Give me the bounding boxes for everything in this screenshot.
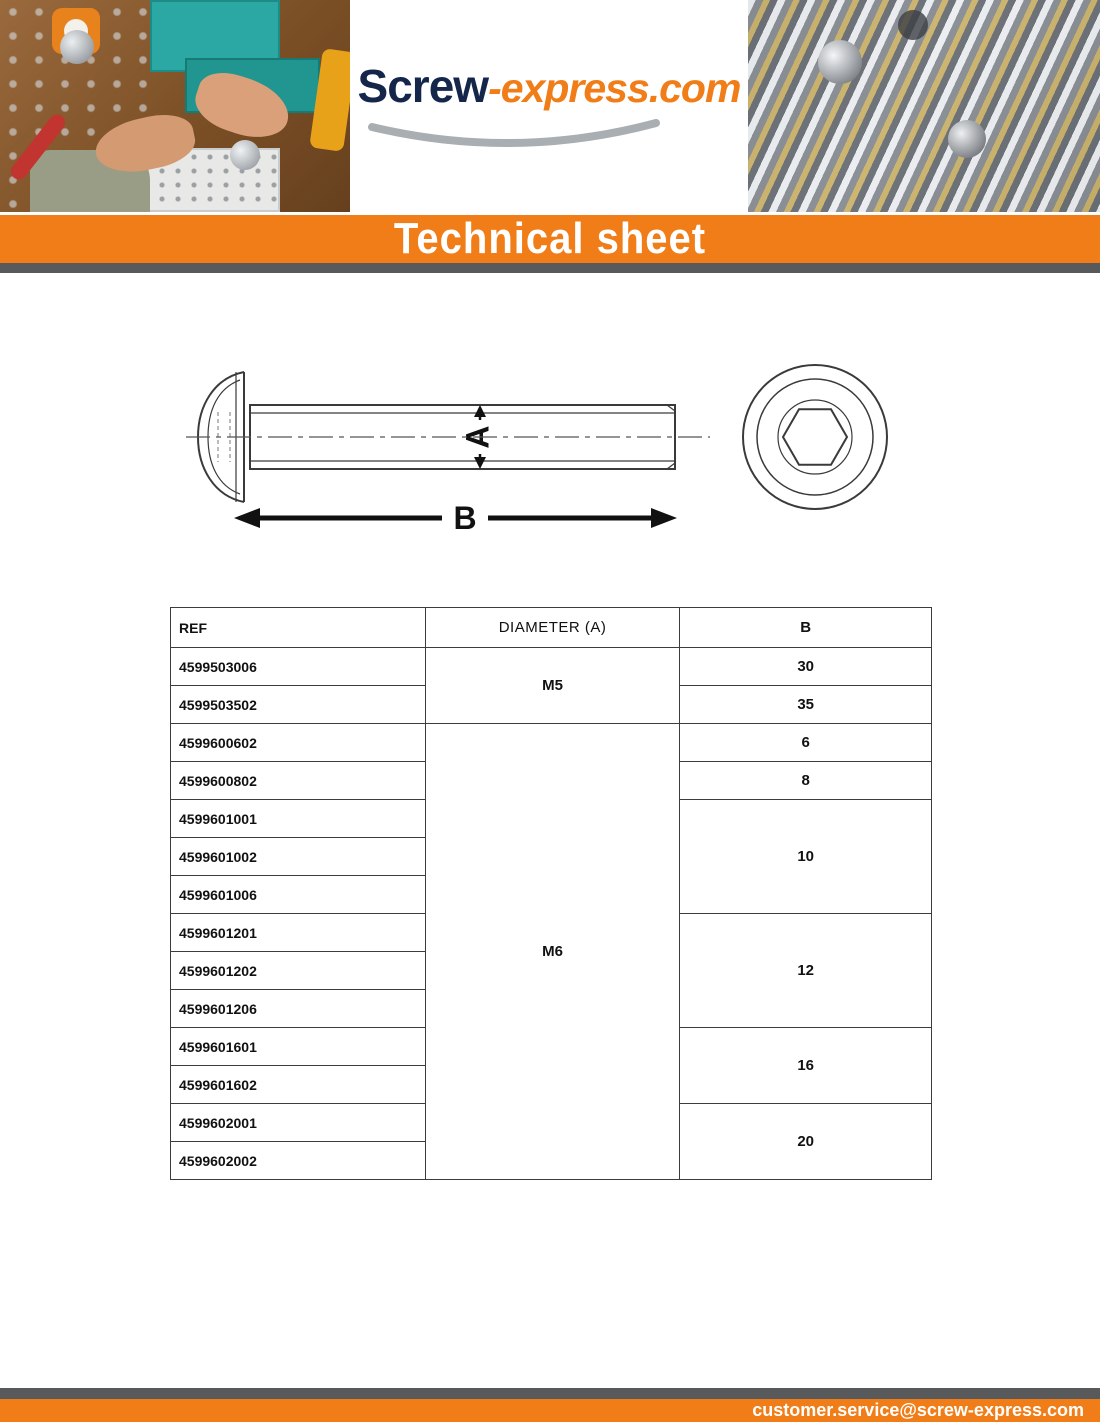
ref-cell: 4599601001 — [171, 800, 426, 838]
ref-cell: 4599503006 — [171, 648, 426, 686]
diameter-cell: M5 — [425, 648, 680, 724]
ref-cell: 4599601206 — [171, 990, 426, 1028]
ref-cell: 4599503502 — [171, 686, 426, 724]
footer-bar — [0, 1399, 1100, 1422]
col-header-b: B — [680, 608, 932, 648]
b-cell: 8 — [680, 762, 932, 800]
screw-front-view — [743, 365, 887, 509]
screw-head-decor — [818, 40, 862, 84]
col-header-diameter: DIAMETER (A) — [425, 608, 680, 648]
logo-swoosh-icon — [364, 119, 664, 153]
header — [0, 0, 1100, 212]
title-banner — [0, 215, 1100, 263]
logo — [352, 0, 746, 212]
table-row — [171, 724, 932, 762]
hex-socket — [783, 409, 847, 464]
ref-cell: 4599600602 — [171, 724, 426, 762]
b-cell: 30 — [680, 648, 932, 686]
ref-cell: 4599602001 — [171, 1104, 426, 1142]
ref-cell: 4599600802 — [171, 762, 426, 800]
screw-head-decor — [948, 120, 986, 158]
screw-head-decor — [898, 10, 928, 40]
ref-cell: 4599602002 — [171, 1142, 426, 1180]
ref-cell: 4599601601 — [171, 1028, 426, 1066]
ref-cell: 4599601602 — [171, 1066, 426, 1104]
ref-cell: 4599601201 — [171, 914, 426, 952]
page-title: Technical sheet — [393, 214, 707, 263]
customer-service-email: customer.service@screw-express.com — [752, 1400, 1084, 1420]
footer-divider-bar — [0, 1388, 1100, 1399]
screw-technical-drawing — [170, 350, 930, 560]
ref-cell: 4599601006 — [171, 876, 426, 914]
screw-head-decor — [230, 140, 260, 170]
logo-wordmark — [358, 59, 741, 113]
b-cell: 6 — [680, 724, 932, 762]
col-header-ref: REF — [171, 608, 426, 648]
dimension-b — [234, 500, 677, 536]
dim-b-label: B — [453, 500, 477, 536]
b-cell: 10 — [680, 800, 932, 914]
spec-table — [170, 607, 932, 1180]
logo-text-accent: -express.com — [488, 65, 741, 111]
ref-cell: 4599601202 — [171, 952, 426, 990]
dim-a-label: A — [459, 425, 496, 449]
header-photo-screws — [748, 0, 1100, 212]
diameter-cell: M6 — [425, 724, 680, 1180]
b-cell: 12 — [680, 914, 932, 1028]
table-row — [171, 648, 932, 686]
logo-text-dark: Screw — [357, 60, 489, 112]
header-photo-workbench — [0, 0, 350, 212]
b-cell: 20 — [680, 1104, 932, 1180]
ref-cell: 4599601002 — [171, 838, 426, 876]
screw-head-decor — [60, 30, 94, 64]
divider-bar — [0, 263, 1100, 273]
table-header-row — [171, 608, 932, 648]
b-cell: 16 — [680, 1028, 932, 1104]
b-cell: 35 — [680, 686, 932, 724]
